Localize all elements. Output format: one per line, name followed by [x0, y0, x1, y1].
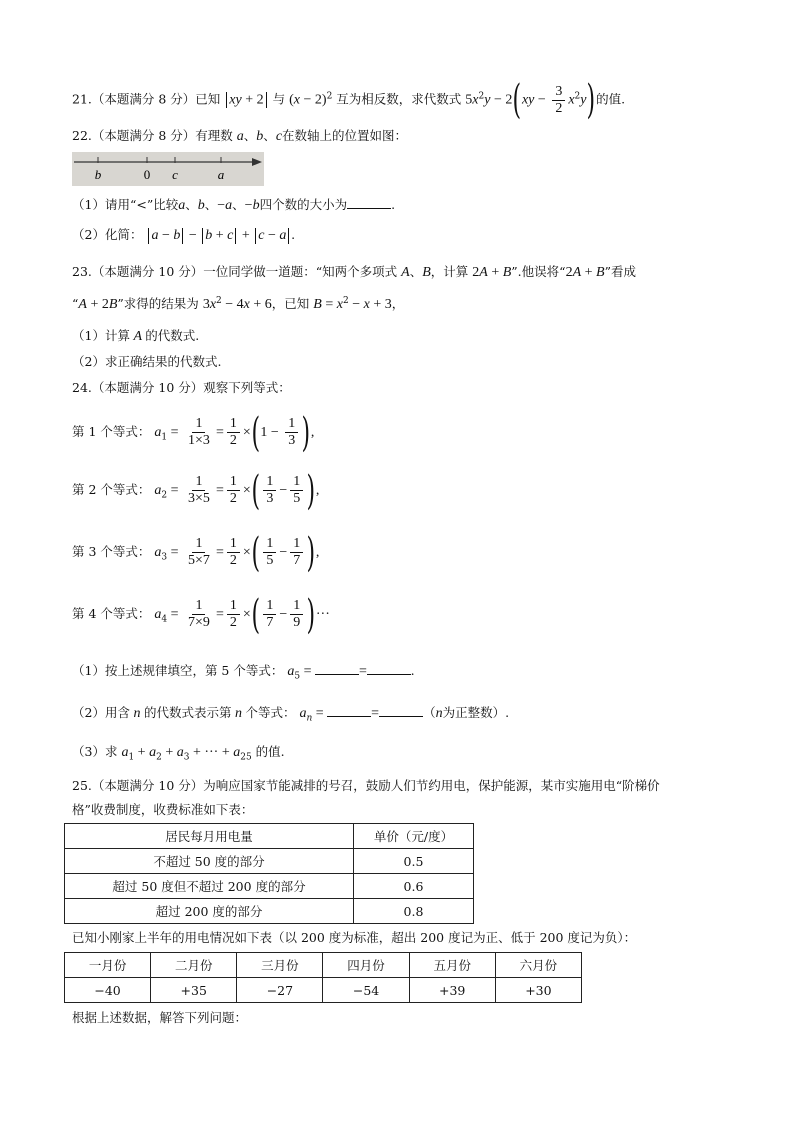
- price-cell: 不超过 50 度的部分: [65, 849, 354, 874]
- q24-p1: （1）按上述规律填空，第 5 个等式：: [72, 663, 284, 678]
- q21-t1: 与: [272, 91, 286, 107]
- q24-eq2: 第 2 个等式： $a_2$ = $\frac{1}{3\times 5}$ = $\frac{1}{2}$ ×( $\frac{1}{3}$ − $\frac{1}{5}$ ),: [72, 467, 320, 514]
- q23-l2c: ，已知: [271, 296, 310, 311]
- q22-p1-prefix: （1）请用“<”比较: [72, 197, 179, 212]
- q23-p2: （2）求正确结果的代数式.: [72, 354, 222, 369]
- table-row: [65, 899, 474, 924]
- price-table-header: [65, 824, 474, 849]
- q24-p2b: 的代数式表示第: [143, 705, 232, 720]
- q23-part1: （1）计算 A 的代数式.: [72, 328, 200, 344]
- q21-number: 21.: [72, 91, 92, 107]
- q21-t2: 互为相反数，求代数式: [336, 91, 462, 107]
- price-cell: 0.8: [354, 899, 474, 924]
- q25-l4: 根据上述数据，解答下列问题：: [72, 1010, 248, 1025]
- q25-l2: 格”收费制度，收费标准如下表：: [72, 802, 254, 817]
- q24-p2: （2）用含: [72, 705, 130, 720]
- q25-line4: [72, 1008, 247, 1028]
- q22-sep2: 、: [263, 128, 276, 143]
- q25-l1: （本题满分 10 分）为响应国家节能减排的号召，鼓励人们节约用电，保护能源，某市实施用电“阶梯价: [91, 778, 660, 793]
- q22-number: 22.: [72, 128, 92, 143]
- month-header: 六月份: [495, 953, 581, 978]
- number-line-figure: [72, 152, 264, 186]
- usage-value: +35: [151, 978, 237, 1003]
- q24-p2e: 为正整数）.: [442, 705, 510, 720]
- q23-number: 23.: [72, 264, 92, 279]
- axis-label-zero: 0: [143, 167, 151, 182]
- q24-title: [72, 378, 291, 398]
- q24-eq4: 第 4 个等式： $a_4$ = $\frac{1}{7\times 9}$ = $\frac{1}{2}$ ×( $\frac{1}{7}$ − $\frac{1}{9}$ )···: [72, 591, 330, 638]
- q24-title-text: （本题满分 10 分）观察下列等式：: [91, 380, 291, 395]
- usage-table: [64, 952, 582, 1003]
- q21-t3: 的值.: [596, 91, 626, 107]
- q23-l2a: “: [72, 296, 79, 311]
- q23-line2: “A + 2B”求得的结果为 $3x^2 - 4x + 6$，已知 $B = x^2 - x + 3$，: [72, 295, 405, 312]
- month-header: 五月份: [409, 953, 495, 978]
- price-header-usage: 居民每月用电量: [65, 824, 354, 849]
- q23-l1a: （本题满分 10 分）一位同学做一道题：“知两个多项式: [91, 264, 398, 279]
- usage-value: +30: [495, 978, 581, 1003]
- q24-part1: （1）按上述规律填空，第 5 个等式： $a_5$ = = .: [72, 660, 414, 682]
- q25-number: 25.: [72, 778, 92, 793]
- q21-line: 21.（本题满分 8 分）已知 xy + 2 与 $(x - 2)^2$ 互为相反数，求代数式 $5x^2y - 2(xy$ − $\frac{3}{2}$ $x^2y$)的值.: [72, 77, 626, 123]
- q24-p2c: 个等式：: [245, 705, 296, 720]
- q22-p1-mid: 四个数的大小为: [259, 197, 348, 212]
- axis-label-a: a: [217, 167, 225, 182]
- month-header: 一月份: [65, 953, 151, 978]
- price-cell: 超过 50 度但不超过 200 度的部分: [65, 874, 354, 899]
- q22-p2-prefix: （2）化简：: [72, 227, 143, 242]
- eq4-label: 第 4 个等式：: [72, 606, 151, 621]
- q24-part3: （3）求 $a_1 + a_2 + a_3$ + ··· + $a_{25}$ 的值.: [72, 744, 285, 763]
- table-row: [65, 874, 474, 899]
- usage-value: −27: [237, 978, 323, 1003]
- q23-l2b: ”求得的结果为: [117, 296, 199, 311]
- q23-l1c: ”.他误将“: [511, 264, 566, 279]
- q24-p3: （3）求: [72, 744, 118, 759]
- q23-p1: （1）计算: [72, 328, 130, 343]
- q25-line1: [72, 776, 660, 796]
- month-header: 三月份: [237, 953, 323, 978]
- q24-eq1: 第 1 个等式： $a_1$ = $\frac{1}{1\times 3}$ = $\frac{1}{2}$ ×(1 − $\frac{1}{3}$ ),: [72, 409, 315, 456]
- q23-p1b: 的代数式.: [145, 328, 200, 343]
- q22-t3: 在数轴上的位置如图：: [282, 128, 408, 143]
- q22-part1: （1）请用“<”比较a、b、−a、−b四个数的大小为 .: [72, 194, 395, 216]
- q24-number: 24.: [72, 380, 92, 395]
- month-header: 二月份: [151, 953, 237, 978]
- usage-value: +39: [409, 978, 495, 1003]
- price-table: [64, 823, 474, 924]
- axis-label-c: c: [172, 167, 178, 182]
- q22-prefix: （本题满分 8 分）有理数: [91, 128, 233, 143]
- q24-p3b: 的值.: [255, 744, 285, 759]
- month-header: 四月份: [323, 953, 409, 978]
- q24-p2d: （: [423, 705, 436, 720]
- usage-value: −40: [65, 978, 151, 1003]
- usage-table-header: [65, 953, 582, 978]
- price-header-unit: 单价（元/度）: [354, 824, 474, 849]
- q24-part2: （2）用含 n 的代数式表示第 n 个等式： $a_n$ = = （n为正整数）.: [72, 702, 509, 724]
- q22-part2: （2）化简： a − b − b + c + c − a .: [72, 227, 295, 243]
- price-cell: 0.6: [354, 874, 474, 899]
- q22-p1-end: .: [391, 197, 396, 212]
- table-row: [65, 849, 474, 874]
- q22-sep1: 、: [243, 128, 257, 143]
- usage-value: −54: [323, 978, 409, 1003]
- q21-prefix: （本题满分 8 分）已知: [91, 91, 221, 107]
- usage-values-row: [65, 978, 582, 1003]
- q23-l1b: ，计算: [430, 264, 469, 279]
- eq1-label: 第 1 个等式：: [72, 424, 151, 439]
- q23-l1d: ”看成: [604, 264, 636, 279]
- price-cell: 0.5: [354, 849, 474, 874]
- price-cell: 超过 200 度的部分: [65, 899, 354, 924]
- q24-eq3: 第 3 个等式： $a_3$ = $\frac{1}{5\times 7}$ = $\frac{1}{2}$ ×( $\frac{1}{5}$ − $\frac{1}{7}$ ),: [72, 529, 320, 576]
- q22-line: 22.（本题满分 8 分）有理数 a、b、c在数轴上的位置如图：: [72, 128, 408, 144]
- q23-part2: [72, 352, 221, 372]
- number-line-svg: [72, 152, 264, 186]
- q25-line3: [72, 928, 636, 948]
- axis-label-b: b: [94, 167, 102, 182]
- eq2-label: 第 2 个等式：: [72, 482, 151, 497]
- q25-line2: [72, 800, 253, 820]
- q23-line1: 23.（本题满分 10 分）一位同学做一道题：“知两个多项式 A、B，计算 2A + B”.他误将“2A + B”看成: [72, 264, 636, 280]
- q25-l3: 已知小刚家上半年的用电情况如下表（以 200 度为标准，超出 200 度记为正、低于 200 度记为负）：: [72, 930, 637, 945]
- eq3-label: 第 3 个等式：: [72, 544, 151, 559]
